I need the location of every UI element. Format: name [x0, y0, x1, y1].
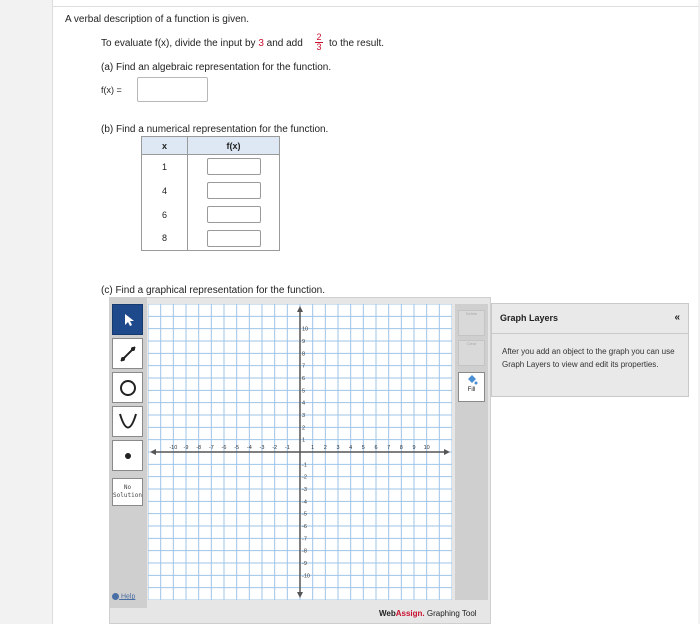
x-value: 1 — [142, 155, 188, 179]
y-axis-arrow-up — [297, 306, 303, 312]
y-tick-label: 4 — [302, 400, 306, 407]
fill-bucket-icon — [466, 373, 478, 385]
circle-tool-button[interactable] — [112, 372, 143, 403]
x-tick-label: -4 — [246, 445, 252, 451]
x-tick-label: 2 — [323, 445, 327, 451]
y-tick-label: -5 — [302, 511, 307, 518]
x-tick-label: 4 — [349, 445, 353, 451]
x-axis-arrow-left — [150, 449, 156, 455]
fraction-two-thirds — [315, 33, 323, 52]
y-tick-label: -1 — [302, 462, 307, 469]
instruction-text — [101, 38, 303, 49]
y-tick-label: -8 — [302, 548, 307, 555]
x-tick-label: 3 — [336, 445, 340, 451]
y-tick-label: -4 — [302, 499, 307, 506]
fill-button[interactable] — [458, 372, 485, 402]
x-tick-label: 8 — [399, 445, 403, 451]
graph-layers-title: Graph Layers — [500, 313, 559, 323]
help-icon — [112, 593, 119, 600]
instruction-suffix: to the result. — [329, 38, 385, 49]
x-tick-label: 5 — [361, 445, 365, 451]
clear-button[interactable]: Clear — [458, 340, 485, 366]
x-tick-label: 10 — [423, 445, 430, 451]
fraction-numerator: 2 — [316, 32, 322, 42]
question-page — [52, 0, 698, 624]
x-tick-label: -9 — [183, 445, 189, 451]
fx-input-4[interactable] — [207, 230, 261, 247]
y-tick-label: 9 — [302, 339, 306, 345]
algebraic-answer-input[interactable] — [137, 77, 208, 102]
graph-canvas[interactable] — [148, 304, 452, 600]
table-row — [142, 203, 280, 227]
parabola-tool-button[interactable] — [112, 406, 143, 437]
numerical-table — [141, 136, 280, 251]
x-tick-label: -5 — [234, 445, 240, 451]
x-value: 6 — [142, 203, 188, 227]
x-tick-label: -1 — [284, 445, 290, 451]
table-row — [142, 155, 280, 179]
graph-layers-body: After you add an object to the graph you can use Graph Layers to view and edit its properties. — [502, 347, 675, 369]
y-tick-label: 3 — [302, 413, 306, 419]
point-icon — [123, 451, 133, 461]
no-solution-line2: Solution — [113, 492, 142, 499]
graphing-tool — [109, 297, 491, 624]
action-column — [455, 304, 488, 600]
y-tick-label: -2 — [302, 474, 307, 481]
question-intro: A verbal description of a function is given. — [65, 14, 249, 25]
tool-column — [110, 298, 147, 608]
parabola-icon — [117, 411, 139, 433]
part-a-label: (a) Find an algebraic representation for the function. — [101, 62, 332, 73]
x-tick-label: 7 — [387, 445, 391, 451]
y-tick-label: -3 — [302, 487, 307, 493]
col-header-x: x — [142, 137, 188, 155]
y-tick-label: 10 — [302, 326, 309, 333]
instruction-mid: and add — [266, 38, 303, 49]
coordinate-grid[interactable] — [148, 304, 452, 600]
brand-suffix: Graphing Tool — [424, 609, 477, 618]
webassign-brand: WebAssign. Graphing Tool — [379, 609, 477, 618]
y-tick-label: -6 — [302, 524, 307, 530]
y-axis-arrow-down — [297, 592, 303, 598]
instruction-prefix: To evaluate f(x), divide the input by — [101, 38, 256, 49]
fx-input-3[interactable] — [207, 206, 261, 223]
y-tick-label: -10 — [302, 573, 310, 580]
x-tick-label: -7 — [208, 445, 214, 451]
x-tick-label: -3 — [259, 445, 265, 451]
no-solution-button[interactable] — [112, 478, 143, 506]
point-tool-button[interactable] — [112, 440, 143, 471]
fx-input-2[interactable] — [207, 182, 261, 199]
fx-input-1[interactable] — [207, 158, 261, 175]
fraction-denominator: 3 — [316, 42, 322, 52]
x-tick-label: -8 — [196, 445, 202, 451]
table-row — [142, 227, 280, 251]
part-b-label: (b) Find a numerical representation for the function. — [101, 124, 329, 135]
y-tick-label: 7 — [302, 363, 306, 370]
y-tick-label: -9 — [302, 561, 307, 567]
delete-button[interactable]: Delete — [458, 310, 485, 336]
table-row — [142, 179, 280, 203]
x-tick-label: -10 — [169, 445, 178, 451]
y-tick-label: -7 — [302, 536, 307, 543]
collapse-icon[interactable]: « — [674, 312, 680, 323]
y-tick-label: 2 — [302, 425, 306, 432]
graph-layers-panel — [491, 303, 689, 397]
cursor-icon — [122, 313, 134, 327]
y-tick-label: 6 — [302, 376, 306, 382]
y-tick-label: 8 — [302, 351, 306, 358]
divisor-value: 3 — [258, 38, 264, 49]
y-tick-label: 1 — [302, 437, 306, 444]
top-divider — [53, 6, 699, 7]
no-solution-line1: No — [123, 484, 132, 491]
pointer-tool-button[interactable] — [112, 304, 143, 335]
fill-label: Fill — [467, 387, 476, 393]
graph-layers-header — [492, 304, 688, 334]
x-tick-label: -2 — [272, 445, 278, 451]
circle-icon — [118, 378, 138, 398]
x-value: 8 — [142, 227, 188, 251]
line-tool-button[interactable] — [112, 338, 143, 369]
fx-label: f(x) = — [101, 85, 122, 95]
x-tick-label: -6 — [221, 445, 227, 451]
y-tick-label: 5 — [302, 388, 306, 395]
x-tick-label: 6 — [374, 445, 378, 451]
x-axis-arrow-right — [444, 449, 450, 455]
line-icon — [117, 343, 139, 365]
x-tick-label: 9 — [412, 445, 416, 451]
col-header-fx: f(x) — [188, 137, 280, 155]
help-link[interactable]: Help — [112, 593, 135, 600]
x-value: 4 — [142, 179, 188, 203]
part-c-label: (c) Find a graphical representation for the function. — [101, 285, 326, 296]
x-tick-label: 1 — [311, 445, 315, 451]
